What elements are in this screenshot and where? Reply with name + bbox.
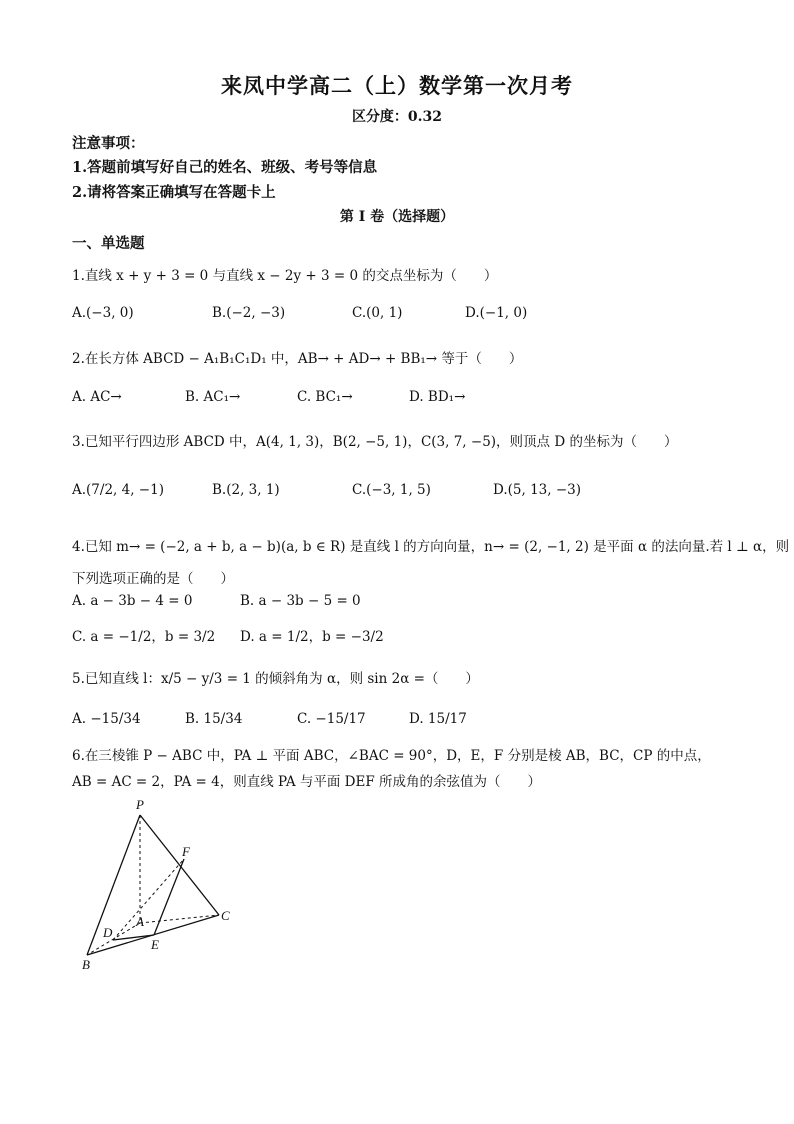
question-1-option-d: D.(−1, 0): [465, 305, 528, 321]
question-4-stem: 4.已知 m→ = (−2, a + b, a − b)(a, b ∈ R) 是直线 l 的方向向量，n→ = (2, −1, 2) 是平面 α 的法向量.若 l ⊥ α，则: [72, 539, 790, 555]
question-5-option-a: A. −15/34: [72, 711, 141, 727]
question-4-option-a: A. a − 3b − 4 = 0: [72, 593, 193, 609]
question-3-option-a: A.(7/2, 4, −1): [72, 482, 164, 498]
edge-pb: [87, 815, 140, 955]
question-6-stem-continued: AB = AC = 2，PA = 4，则直线 PA 与平面 DEF 所成角的余弦值为（ ）: [72, 774, 542, 790]
segment-df-hidden: [113, 859, 184, 940]
question-2-option-a: A. AC→: [72, 389, 122, 405]
segment-fe: [154, 859, 184, 935]
section-label: 一、单选题: [72, 235, 145, 252]
question-5-stem: 5.已知直线 l：x/5 − y/3 = 1 的倾斜角为 α，则 sin 2α =（ ）: [72, 671, 479, 687]
label-f: F: [182, 844, 190, 859]
question-2-option-b: B. AC₁→: [185, 389, 241, 405]
question-2-option-c: C. BC₁→: [297, 389, 353, 405]
notes-item-2: 2.请将答案正确填写在答题卡上: [72, 184, 276, 201]
label-b: B: [82, 957, 90, 972]
question-4-option-c: C. a = −1/2，b = 3/2: [72, 629, 216, 645]
discrimination-index: 区分度：0.32: [351, 109, 443, 125]
question-2-option-d: D. BD₁→: [409, 389, 466, 405]
label-d: D: [103, 925, 113, 940]
question-4-option-b: B. a − 3b − 5 = 0: [240, 593, 361, 609]
question-1-option-c: C.(0, 1): [352, 305, 403, 321]
question-4-stem-continued: 下列选项正确的是（ ）: [72, 571, 234, 587]
question-4-option-d: D. a = 1/2，b = −3/2: [240, 629, 384, 645]
label-c: C: [221, 908, 230, 923]
question-1-option-a: A.(−3, 0): [72, 305, 134, 321]
exam-title: 来凤中学高二（上）数学第一次月考: [221, 73, 573, 98]
question-5-option-c: C. −15/17: [297, 711, 366, 727]
label-p: P: [136, 797, 144, 812]
notes-item-1: 1.答题前填写好自己的姓名、班级、考号等信息: [72, 159, 378, 176]
question-2-stem: 2.在长方体 ABCD − A₁B₁C₁D₁ 中，AB→ + AD→ + BB₁→ 等于（ ）: [72, 351, 523, 367]
volume-label: 第 I 卷（选择题）: [339, 209, 455, 225]
pyramid-figure: [72, 795, 252, 975]
label-a: A: [136, 914, 144, 929]
question-3-option-b: B.(2, 3, 1): [212, 482, 280, 498]
notes-heading: 注意事项：: [72, 135, 145, 152]
question-1-stem: 1.直线 x + y + 3 = 0 与直线 x − 2y + 3 = 0 的交点坐标为（ ）: [72, 268, 498, 284]
question-3-option-c: C.(−3, 1, 5): [352, 482, 431, 498]
question-6-stem: 6.在三棱锥 P − ABC 中，PA ⊥ 平面 ABC，∠BAC = 90°，D，E，F 分别是棱 AB，BC，CP 的中点，: [72, 748, 711, 764]
question-3-option-d: D.(5, 13, −3): [493, 482, 582, 498]
question-1-option-b: B.(−2, −3): [212, 305, 286, 321]
question-5-option-b: B. 15/34: [185, 711, 243, 727]
question-5-option-d: D. 15/17: [409, 711, 467, 727]
question-3-stem: 3.已知平行四边形 ABCD 中，A(4, 1, 3)，B(2, −5, 1)，C(3, 7, −5)，则顶点 D 的坐标为（ ）: [72, 434, 678, 450]
label-e: E: [151, 937, 159, 952]
edge-pc: [140, 815, 219, 915]
